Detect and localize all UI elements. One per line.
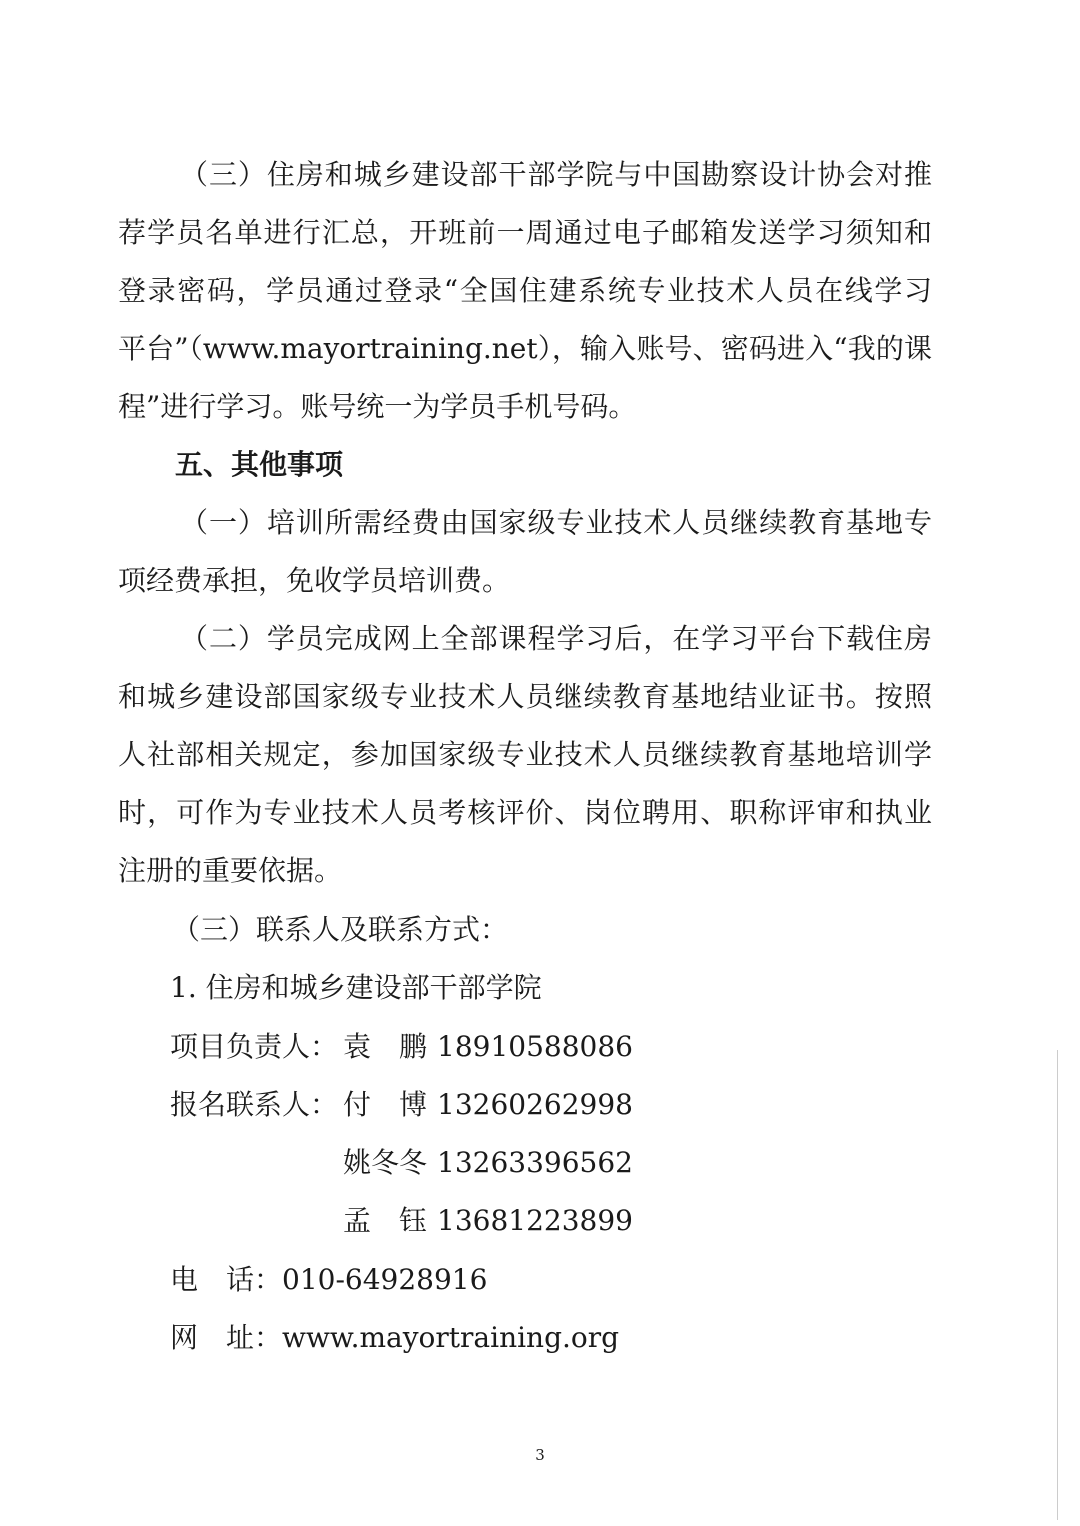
- text-line: （二）学员完成网上全部课程学习后，在学习平台下载住房: [180, 622, 932, 655]
- text-line: 时，可作为专业技术人员考核评价、岗位聘用、职称评审和执业: [118, 796, 932, 829]
- text-line: 荐学员名单进行汇总，开班前一周通过电子邮箱发送学习须知和: [118, 216, 932, 249]
- text-line: （一）培训所需经费由国家级专业技术人员继续教育基地专: [180, 506, 932, 539]
- website-url: www.mayortraining.org: [282, 1321, 620, 1354]
- contact-phone: 13681223899: [437, 1204, 633, 1237]
- website-label: 网 址：: [170, 1321, 283, 1354]
- page-number: 3: [535, 1446, 545, 1464]
- contact-name: 孟 钰: [343, 1204, 428, 1237]
- telephone-label: 电 话：: [170, 1263, 283, 1296]
- contact-phone: 13263396562: [437, 1146, 633, 1179]
- text-line: 注册的重要依据。: [118, 854, 343, 887]
- contact-name: 付 博: [343, 1088, 428, 1121]
- contact-name: 姚冬冬: [343, 1146, 428, 1179]
- contact-name: 袁 鹏: [343, 1030, 428, 1063]
- contact-phone: 13260262998: [437, 1088, 633, 1121]
- section-heading: 五、其他事项: [175, 448, 344, 481]
- telephone-number: 010-64928916: [282, 1263, 488, 1296]
- contact-heading: （三）联系人及联系方式：: [172, 913, 509, 946]
- text-line: 项经费承担，免收学员培训费。: [118, 564, 511, 597]
- contact-phone: 18910588086: [437, 1030, 633, 1063]
- text-line: 人社部相关规定，参加国家级专业技术人员继续教育基地培训学: [118, 738, 932, 771]
- organization-name: 1. 住房和城乡建设部干部学院: [170, 971, 542, 1004]
- project-lead-label: 项目负责人：: [170, 1030, 339, 1063]
- signup-label: 报名联系人：: [170, 1088, 339, 1121]
- text-line: （三）住房和城乡建设部干部学院与中国勘察设计协会对推: [180, 158, 932, 191]
- text-line: 登录密码，学员通过登录“全国住建系统专业技术人员在线学习: [118, 274, 932, 307]
- text-line: 程”进行学习。账号统一为学员手机号码。: [118, 390, 637, 423]
- text-line: 和城乡建设部国家级专业技术人员继续教育基地结业证书。按照: [118, 680, 932, 713]
- scan-edge-line: [1057, 1050, 1058, 1520]
- text-line: 平台”（www.mayortraining.net），输入账号、密码进入“我的课: [118, 332, 932, 365]
